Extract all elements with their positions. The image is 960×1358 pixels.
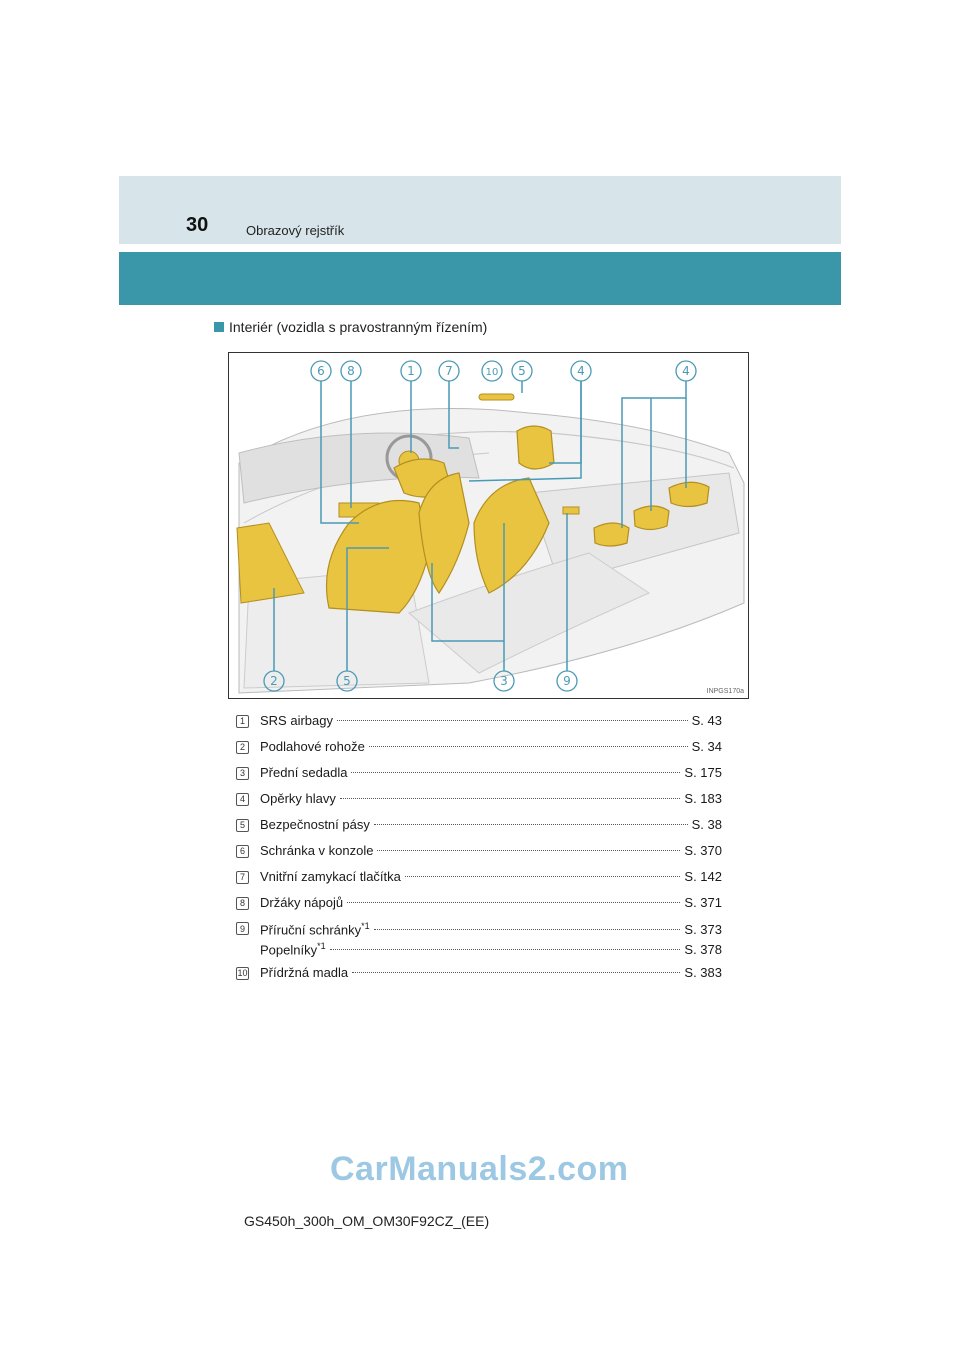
item-number: 3 — [236, 767, 249, 780]
reference-list — [236, 708, 722, 986]
item-label: Popelníky — [260, 942, 318, 958]
page-ref-link[interactable]: S. 142 — [684, 869, 722, 884]
callout-bottom: 3 — [500, 674, 508, 688]
page-ref-link[interactable]: S. 370 — [684, 843, 722, 858]
item-label: Podlahové rohože — [260, 739, 365, 754]
callout-top: 8 — [347, 364, 355, 378]
callout-top: 5 — [518, 364, 526, 378]
page-ref-link[interactable]: S. 43 — [691, 713, 722, 728]
item-label: Bezpečnostní pásy — [260, 817, 370, 832]
callout-top: 4 — [682, 364, 690, 378]
list-item[interactable] — [236, 734, 722, 760]
list-item[interactable] — [236, 960, 722, 986]
item-number: 4 — [236, 793, 249, 806]
list-item[interactable] — [236, 864, 722, 890]
header-band-light — [119, 176, 841, 244]
item-number: 8 — [236, 897, 249, 910]
item-label: Držáky nápojů — [260, 895, 344, 910]
page-ref-link[interactable]: S. 34 — [691, 739, 722, 754]
interior-drawing — [229, 353, 749, 699]
item-number: 1 — [236, 715, 249, 728]
page-ref-link[interactable]: S. 371 — [684, 895, 722, 910]
item-label: Schránka v konzole — [260, 843, 374, 858]
interior-illustration — [228, 352, 749, 699]
item-number: 5 — [236, 819, 249, 832]
list-item[interactable] — [236, 708, 722, 734]
item-number: 9 — [236, 922, 249, 935]
item-number: 10 — [237, 968, 248, 978]
list-item[interactable] — [236, 916, 722, 960]
item-label: Přídržná madla — [260, 965, 349, 980]
callout-bottom: 5 — [343, 674, 351, 688]
callout-bottom: 9 — [563, 674, 571, 688]
callout-top: 6 — [317, 364, 325, 378]
header-band-dark — [119, 252, 841, 305]
page-ref-link[interactable]: S. 378 — [684, 942, 722, 958]
page-number: 30 — [186, 214, 209, 236]
subheading — [214, 319, 487, 335]
page-ref-link[interactable]: S. 383 — [684, 965, 722, 980]
item-label: Přední sedadla — [260, 765, 348, 780]
callout-top: 7 — [445, 364, 453, 378]
section-title: Obrazový rejstřík — [246, 223, 345, 238]
callout-top: 4 — [577, 364, 585, 378]
item-label: Vnitřní zamykací tlačítka — [260, 869, 401, 884]
figure-code: INPGS170a — [706, 688, 744, 695]
callout-top: 1 — [407, 364, 415, 378]
list-item[interactable] — [236, 786, 722, 812]
item-number: 7 — [236, 871, 249, 884]
callout-top: 10 — [485, 367, 499, 378]
footnote-mark: *1 — [317, 941, 326, 951]
watermark-logo[interactable]: CarManuals2.com — [330, 1150, 629, 1188]
page-ref-link[interactable]: S. 38 — [691, 817, 722, 832]
footnote-mark: *1 — [361, 921, 370, 931]
page-ref-link[interactable]: S. 183 — [684, 791, 722, 806]
list-item[interactable] — [236, 838, 722, 864]
subheading-text: Interiér (vozidla s pravostranným řízením) — [229, 319, 488, 335]
list-item[interactable] — [236, 760, 722, 786]
item-label: SRS airbagy — [260, 713, 333, 728]
item-number: 6 — [236, 845, 249, 858]
item-number: 2 — [236, 741, 249, 754]
item-label: Opěrky hlavy — [260, 791, 336, 806]
item-label: Příruční schránky — [260, 922, 362, 938]
list-item[interactable] — [236, 890, 722, 916]
footer-code: GS450h_300h_OM_OM30F92CZ_(EE) — [244, 1213, 490, 1229]
page-ref-link[interactable]: S. 373 — [684, 922, 722, 938]
list-item[interactable] — [236, 812, 722, 838]
page-ref-link[interactable]: S. 175 — [684, 765, 722, 780]
callout-bottom: 2 — [270, 674, 278, 688]
bullet-square-icon — [214, 322, 224, 332]
